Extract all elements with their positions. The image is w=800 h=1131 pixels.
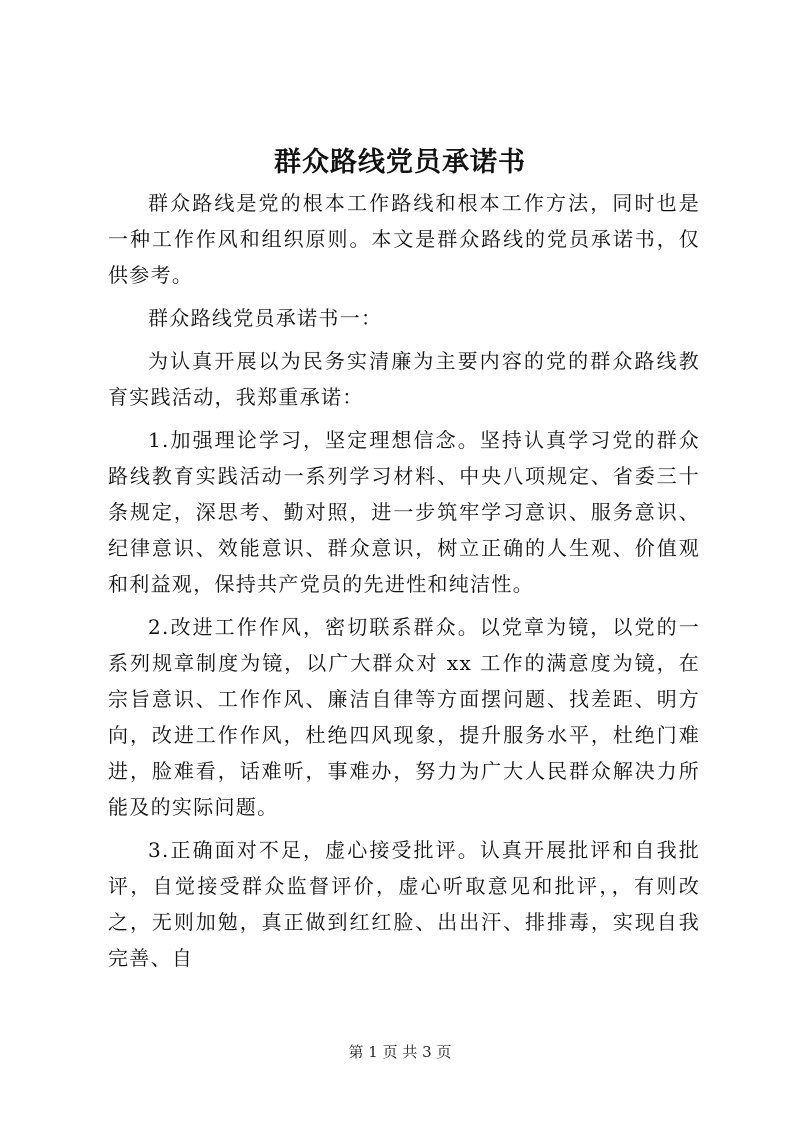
- paragraph-section-heading: 群众路线党员承诺书一：: [148, 306, 383, 330]
- paragraph-item-3: 3.正确面对不足，虚心接受批评。认真开展批评和自我批评，自觉接受群众监督评价，虚心听取意见和批评，，有则改之，无则加勉，真正做到红红脸、出出汗、排排毒，实现自我完善、自: [108, 838, 700, 970]
- paragraph-pledge-intro: 为认真开展以为民务实清廉为主要内容的党的群众路线教育实践活动，我郑重承诺：: [108, 349, 700, 409]
- page-footer: 第 1 页 共 3 页: [348, 1043, 452, 1061]
- document-body: [108, 185, 700, 983]
- paragraph-item-1: 1.加强理论学习，坚定理想信念。坚持认真学习党的群众路线教育实践活动一系列学习材料、中央八项规定、省委三十条规定，深思考、勤对照，进一步筑牢学习意识、服务意识、纪律意识、效能意识、群众意识，树立正确的人生观、价值观和利益观，保持共产党员的先进性和纯洁性。: [108, 428, 700, 596]
- paragraph-intro: 群众路线是党的根本工作路线和根本工作方法，同时也是一种工作作风和组织原则。本文是群众路线的党员承诺书，仅供参考。: [108, 191, 700, 287]
- paragraph-item-2: 2.改进工作作风，密切联系群众。以党章为镜，以党的一系列规章制度为镜，以广大群众对 xx 工作的满意度为镜，在宗旨意识、工作作风、廉洁自律等方面摆问题、找差距、明方向，改进工作作风，杜绝四风现象，提升服务水平，杜绝门难进，脸难看，话难听，事难办，努力为广大人民群众解决力所能及的实际问题。: [108, 615, 700, 819]
- document-title: 群众路线党员承诺书: [274, 147, 526, 178]
